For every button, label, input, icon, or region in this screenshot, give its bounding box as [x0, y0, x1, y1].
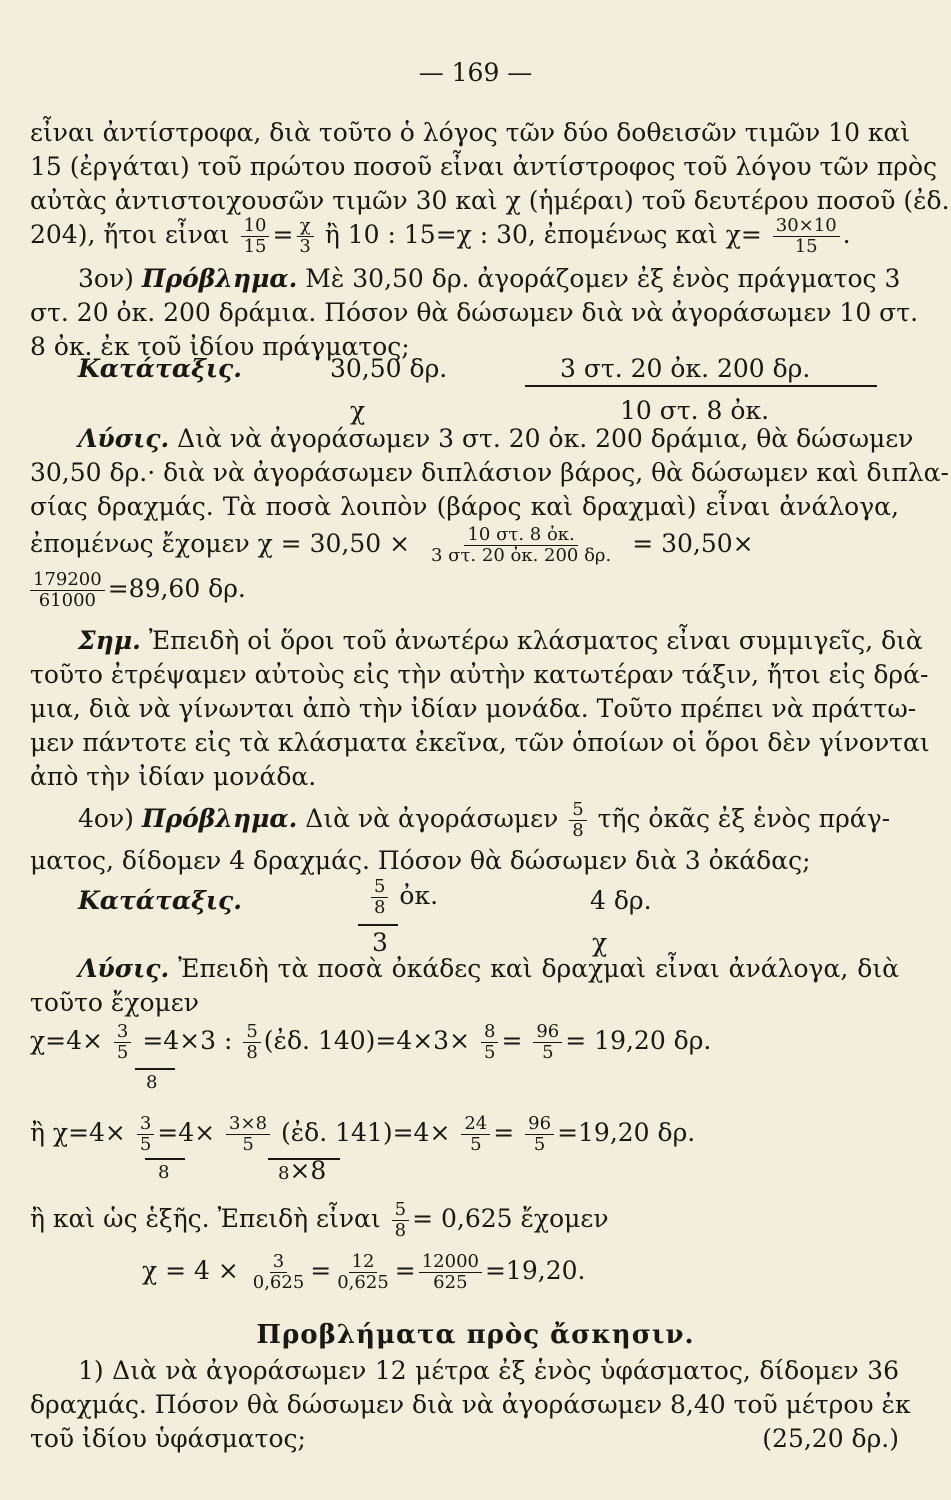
- denominator: 8: [146, 1072, 158, 1093]
- fraction: [392, 1200, 409, 1241]
- denominator: 8: [158, 1162, 170, 1183]
- fraction: [296, 216, 313, 257]
- numerator: 3: [137, 1114, 154, 1135]
- text-fragment: = 30,50×: [632, 529, 754, 558]
- numerator: 96: [533, 1022, 562, 1043]
- equation-line: [30, 1016, 899, 1066]
- text-fragment: χ=4×: [30, 1026, 103, 1055]
- denominator: 0,625: [337, 1272, 389, 1293]
- denominator: 5: [484, 1042, 496, 1063]
- text-line: σίας δραχμάς. Τὰ ποσὰ λοιπὸν (βάρος καὶ δραχμαὶ) εἶναι ἀνάλογα,: [30, 492, 899, 521]
- solution-line: [30, 952, 899, 986]
- numerator: 179200: [30, 570, 105, 591]
- fraction: [773, 216, 840, 257]
- text-fragment: = 0,625 ἔχομεν: [412, 1204, 609, 1233]
- kataxis-value: 4 δρ.: [590, 886, 652, 915]
- problem-label: 3ον): [78, 264, 134, 293]
- numerator: 5: [569, 800, 586, 821]
- numerator: 10 στ. 8 ὀκ.: [464, 525, 577, 546]
- text-fragment: =4×: [157, 1118, 216, 1147]
- denominator: 0,625: [252, 1272, 305, 1293]
- exercise-answer: (25,20 δρ.): [762, 1424, 899, 1453]
- text-fragment: τοῦ ἰδίου ὑφάσματος;: [30, 1424, 306, 1453]
- kataxis-value: 30,50 δρ.: [330, 354, 448, 383]
- solution-title: Λύσις.: [78, 954, 170, 983]
- denominator: 3: [299, 236, 311, 257]
- numerator: 5: [392, 1200, 409, 1221]
- fraction: [428, 525, 614, 566]
- text-fragment: ἐπομένως ἔχομεν χ = 30,50 ×: [30, 529, 411, 558]
- numerator: 24: [461, 1114, 490, 1135]
- text-fragment: = 19,20 δρ.: [565, 1026, 712, 1055]
- text-line: τοῦτο ἐτρέψαμεν αὐτοὺς εἰς τὴν αὐτὴν κατωτέραν τάξιν, ἤτοι εἰς δρά-: [30, 660, 929, 689]
- text-line: [30, 1422, 899, 1456]
- text-fragment: χ = 4 ×: [142, 1256, 239, 1285]
- text-fragment: =: [493, 1118, 515, 1147]
- denominator: 5: [533, 1134, 546, 1155]
- fraction-rule: [525, 385, 877, 387]
- text-line: τοῦτο ἔχομεν: [30, 988, 199, 1017]
- kataxis-label: Κατάταξις.: [78, 354, 242, 383]
- denominator: 5: [242, 1134, 254, 1155]
- numerator: 3: [270, 1252, 287, 1273]
- fraction: [371, 877, 388, 918]
- text-fragment: ἢ καὶ ὡς ἑξῆς. Ἐπειδὴ εἶναι: [30, 1204, 381, 1233]
- problem-title: Πρόβλημα.: [141, 804, 298, 833]
- text-fragment: ἢ χ=4×: [30, 1118, 126, 1147]
- text-fragment: =19,20.: [484, 1256, 586, 1285]
- denominator: 5: [116, 1042, 129, 1063]
- unit: ὀκ.: [399, 881, 439, 910]
- denominator: 8: [246, 1042, 258, 1063]
- text-fragment: Διὰ νὰ ἀγοράσωμεν 3 στ. 20 ὀκ. 200 δράμια, θὰ δώσωμεν: [177, 424, 914, 453]
- text-fragment: ×8: [289, 1156, 327, 1185]
- text-line: 15 (ἐργάται) τοῦ πρώτου ποσοῦ εἶναι ἀντίστροφος τοῦ λόγου τῶν πρὸς: [30, 152, 938, 181]
- text-line: στ. 20 ὀκ. 200 δράμια. Πόσον θὰ δώσωμεν διὰ νὰ ἀγοράσωμεν 10 στ.: [30, 298, 919, 327]
- denominator: 3 στ. 20 ὀκ. 200 δρ.: [431, 545, 612, 566]
- kataxis-value: 3: [372, 928, 388, 957]
- kataxis-value: χ: [592, 928, 608, 957]
- denominator: 15: [243, 236, 267, 257]
- fraction: [137, 1114, 154, 1155]
- numerator: 5: [243, 1022, 260, 1043]
- denominator: 61000: [38, 590, 96, 611]
- text-line: αὐτὰς ἀντιστοιχουσῶν τιμῶν 30 καὶ χ (ἡμέραι) τοῦ δευτέρου ποσοῦ (ἐδ.: [30, 186, 950, 215]
- denominator: 8: [374, 897, 386, 918]
- note-title: Σημ.: [78, 626, 141, 655]
- fraction: [243, 1022, 260, 1063]
- denominator: 15: [794, 236, 818, 257]
- text-line: μεν πάντοτε εἰς τὰ κλάσματα ἐκεῖνα, τῶν ὁποίων οἱ ὅροι δὲν γίνονται: [30, 728, 930, 757]
- equation-line: [30, 566, 899, 612]
- section-title: Προβλήματα πρὸς ἄσκησιν.: [256, 1320, 695, 1350]
- fraction: [241, 216, 270, 257]
- text-fragment: τῆς ὀκᾶς ἐξ ἑνὸς πράγ-: [597, 804, 891, 833]
- text-line: 30,50 δρ.· διὰ νὰ ἀγοράσωμεν διπλάσιον βάρος, θὰ δώσωμεν καὶ διπλα-: [30, 458, 949, 487]
- problem-heading: [30, 262, 899, 296]
- text-fragment: Ἐπειδὴ οἱ ὅροι τοῦ ἀνωτέρω κλάσματος εἶναι συμμιγεῖς, διὰ: [148, 626, 923, 655]
- text-line: εἶναι ἀντίστροφα, διὰ τοῦτο ὁ λόγος τῶν δύο δοθεισῶν τιμῶν 10 καὶ: [30, 118, 911, 147]
- fraction: [226, 1114, 270, 1155]
- fraction: [533, 1022, 562, 1063]
- solution-title: Λύσις.: [78, 424, 170, 453]
- denominator: 5: [470, 1134, 482, 1155]
- equation-line: 204), ἤτοι εἶναι $\frac{10}{15}$ = $\frac{\chi}{3}$ ἢ 10 : 15=χ : 30, ἐπομένως καὶ χ= $\frac{30\times 10}{15}$ .: [30, 215, 851, 257]
- numerator: 3×8: [226, 1114, 270, 1135]
- page-number: — 169 —: [418, 58, 533, 87]
- exercise-line: 1) Διὰ νὰ ἀγοράσωμεν 12 μέτρα ἐξ ἑνὸς ὑφάσματος, δίδομεν 36: [78, 1356, 899, 1385]
- denominator-value: 8: [278, 1163, 290, 1184]
- text-line: ματος, δίδομεν 4 δραχμάς. Πόσον θὰ δώσωμεν διὰ 3 ὀκάδας;: [30, 846, 811, 875]
- kataxis-label: Κατάταξις.: [78, 886, 242, 915]
- denominator: 625: [433, 1272, 468, 1293]
- text-fragment: Διὰ νὰ ἀγοράσωμεν: [305, 804, 559, 833]
- kataxis-value: 3 στ. 20 ὀκ. 200 δρ.: [560, 354, 811, 383]
- numerator: χ: [297, 216, 314, 237]
- fraction: [525, 1114, 554, 1155]
- text-line: μια, διὰ νὰ γίνωνται ἀπὸ τὴν ἰδίαν μονάδα. Τοῦτο πρέπει νὰ πράττω-: [30, 694, 917, 723]
- kataxis-value: χ: [350, 396, 366, 425]
- text-fragment: =89,60 δρ.: [107, 574, 246, 603]
- denominator: 8: [394, 1220, 407, 1241]
- text-fragment: Μὲ 30,50 δρ. ἀγοράζομεν ἐξ ἑνὸς πράγματος 3: [305, 264, 901, 293]
- equation-line: χ = 4 × $\frac{3}{0,625}$ = $\frac{12}{0,625}$ = $\frac{12000}{625}$ =19,20.: [142, 1251, 586, 1293]
- text-fragment: =19,20 δρ.: [557, 1118, 696, 1147]
- problem-heading: [30, 796, 899, 842]
- fraction: [114, 1022, 131, 1063]
- text-fragment: (ἐδ. 141)=4×: [281, 1118, 451, 1147]
- fraction: [419, 1252, 482, 1293]
- text-line: ἀπὸ τὴν ἰδίαν μονάδα.: [30, 762, 317, 791]
- numerator: 12000: [419, 1252, 482, 1273]
- fraction: [461, 1114, 490, 1155]
- problem-label: 4ον): [78, 804, 134, 833]
- fraction: [569, 800, 586, 841]
- kataxis-value: 10 στ. 8 ὀκ.: [620, 396, 770, 425]
- numerator: 30×10: [773, 216, 840, 237]
- fraction: [481, 1022, 498, 1063]
- numerator: 3: [114, 1022, 131, 1043]
- fraction: [334, 1252, 392, 1293]
- text-line: 8 ὀκ. ἐκ τοῦ ἰδίου πράγματος;: [30, 332, 410, 361]
- numerator: 96: [525, 1114, 554, 1135]
- text-fragment: ἢ 10 : 15=χ : 30, ἐπομένως καὶ χ=: [324, 220, 762, 249]
- text-fragment: (ἐδ. 140)=4×3×: [263, 1026, 471, 1055]
- equation-line: [30, 1108, 899, 1158]
- numerator: 5: [371, 877, 388, 898]
- denominator: 5: [139, 1134, 152, 1155]
- denominator: 8: [572, 820, 584, 841]
- equation-line: [30, 1196, 899, 1242]
- problem-title: Πρόβλημα.: [141, 264, 298, 293]
- kataxis-value: [368, 872, 438, 920]
- note-line: [30, 624, 923, 658]
- solution-line: [30, 422, 914, 456]
- denominator: [278, 1154, 326, 1191]
- equation-line: [30, 520, 899, 568]
- numerator: 8: [481, 1022, 498, 1043]
- text-line: δραχμάς. Πόσον θὰ δώσωμεν διὰ νὰ ἀγοράσωμεν 8,40 τοῦ μέτρου ἐκ: [30, 1390, 911, 1419]
- numerator: 10: [241, 216, 270, 237]
- fraction: [250, 1252, 308, 1293]
- numerator: 12: [349, 1252, 378, 1273]
- text-fragment: =4×3 :: [142, 1026, 233, 1055]
- text-fragment: Ἐπειδὴ τὰ ποσὰ ὀκάδες καὶ δραχμαὶ εἶναι ἀνάλογα, διὰ: [178, 954, 899, 983]
- fraction: [30, 570, 105, 611]
- text-fragment: =: [501, 1026, 523, 1055]
- text-fragment: 204), ἤτοι εἶναι: [30, 220, 230, 249]
- denominator: 5: [542, 1042, 554, 1063]
